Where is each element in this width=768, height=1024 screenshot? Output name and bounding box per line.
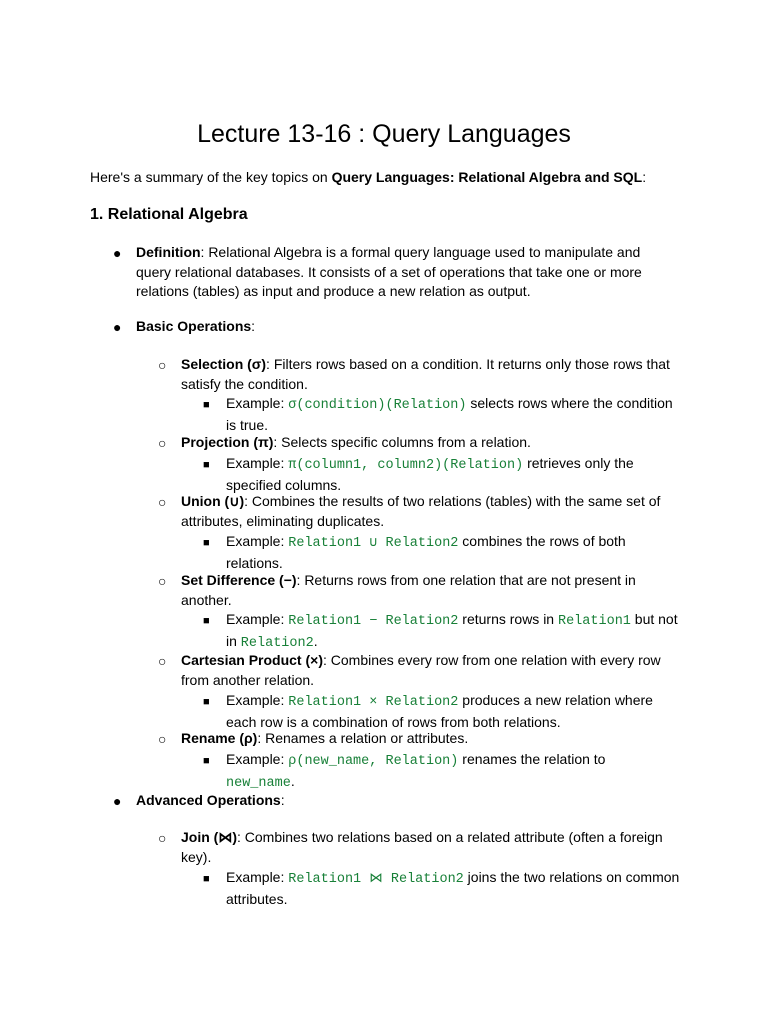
cartesian-example-code: Relation1 × Relation2 — [288, 695, 459, 710]
definition-text: : Relational Algebra is a formal query language used to manipulate and query relational databases. It consists of a set of operations that take one or more relations (tables) as input and produce a new relation as output. — [136, 244, 642, 299]
example-prefix: Example: — [226, 692, 289, 708]
join-example-code: Relation1 ⋈ Relation2 — [288, 872, 464, 887]
page-title: Lecture 13-16 : Query Languages — [197, 120, 571, 148]
basic-operations-label: Basic Operations — [136, 318, 252, 334]
set-difference-example — [226, 610, 686, 653]
bullet-level2: ○ — [158, 830, 167, 846]
join-label: Join (⋈) — [181, 829, 237, 845]
rename-example-code: ρ(new_name, Relation) — [288, 754, 459, 769]
bullet-level3: ■ — [203, 399, 210, 411]
join-text: : Combines two relations based on a related attribute (often a foreign key). — [181, 829, 663, 865]
example-mid2: but not in — [226, 611, 678, 649]
bullet-level3: ■ — [203, 537, 210, 549]
projection-label: Projection (π) — [181, 434, 274, 450]
intro-paragraph — [90, 167, 646, 187]
example-suffix: . — [313, 632, 318, 649]
rename-example — [226, 750, 626, 793]
bullet-level3: ■ — [203, 615, 210, 627]
advanced-operations-item — [136, 791, 676, 811]
union-example-code: Relation1 ∪ Relation2 — [288, 536, 459, 551]
union-text: : Combines the results of two relations (tables) with the same set of attributes, eliminating duplicates. — [181, 493, 661, 529]
bullet-level2: ○ — [158, 731, 167, 747]
rename-label: Rename (ρ) — [181, 730, 258, 746]
intro-prefix: Here's a summary of the key topics on — [90, 169, 332, 185]
set-difference-label: Set Difference (−) — [181, 572, 297, 588]
example-suffix: . — [290, 772, 295, 789]
example-suffix: joins the two relations on common attributes. — [226, 869, 680, 907]
rename-new-name-code: new_name — [226, 775, 291, 791]
bullet-level2: ○ — [158, 435, 167, 451]
bullet-level2: ○ — [158, 653, 167, 669]
rename-text: : Renames a relation or attributes. — [257, 730, 469, 746]
set-difference-relation1-code: Relation1 — [557, 614, 631, 629]
bullet-level2: ○ — [158, 494, 167, 510]
selection-item — [181, 355, 676, 394]
bullet-level3: ■ — [203, 696, 210, 708]
advanced-operations-suffix: : — [280, 792, 285, 808]
example-suffix: selects rows where the condition is true. — [226, 395, 673, 433]
basic-operations-suffix: : — [251, 318, 256, 334]
example-suffix: produces a new relation where each row is a combination of rows from both relations. — [226, 692, 653, 730]
example-prefix: Example: — [226, 751, 289, 767]
selection-example — [226, 394, 686, 435]
example-prefix: Example: — [226, 455, 289, 471]
definition-label: Definition — [136, 244, 201, 260]
projection-example — [226, 454, 686, 495]
section-heading: 1. Relational Algebra — [90, 206, 248, 223]
union-item — [181, 492, 676, 531]
bullet-level1: ● — [113, 319, 122, 335]
example-mid: returns rows in — [458, 611, 558, 627]
bullet-level3: ■ — [203, 755, 210, 767]
bullet-level2: ○ — [158, 357, 167, 373]
example-prefix: Example: — [226, 395, 289, 411]
projection-text: : Selects specific columns from a relation. — [273, 434, 531, 450]
set-difference-text: : Returns rows from one relation that are not present in another. — [181, 572, 636, 608]
projection-item — [181, 433, 676, 453]
example-suffix: retrieves only the specified columns. — [226, 455, 634, 493]
cartesian-item — [181, 651, 676, 690]
bullet-level1: ● — [113, 793, 122, 809]
set-difference-relation2-code: Relation2 — [240, 635, 314, 651]
bullet-level3: ■ — [203, 873, 210, 885]
union-label: Union (∪) — [181, 493, 245, 509]
example-suffix: combines the rows of both relations. — [226, 533, 626, 571]
example-prefix: Example: — [226, 611, 289, 627]
bullet-level2: ○ — [158, 573, 167, 589]
cartesian-text: : Combines every row from one relation with every row from another relation. — [181, 652, 661, 688]
intro-suffix: : — [642, 169, 647, 185]
example-prefix: Example: — [226, 533, 289, 549]
join-example — [226, 868, 686, 909]
advanced-operations-label: Advanced Operations — [136, 792, 281, 808]
intro-bold: Query Languages: Relational Algebra and SQL — [331, 169, 643, 185]
set-difference-example-code: Relation1 − Relation2 — [288, 614, 459, 629]
definition-item — [136, 243, 676, 302]
union-example — [226, 532, 686, 573]
selection-text: : Filters rows based on a condition. It returns only those rows that satisfy the condition. — [181, 356, 670, 392]
set-difference-item — [181, 571, 676, 610]
bullet-level1: ● — [113, 245, 122, 261]
cartesian-label: Cartesian Product (×) — [181, 652, 323, 668]
selection-example-code: σ(condition)(Relation) — [288, 398, 467, 413]
basic-operations-item — [136, 317, 676, 337]
projection-example-code: π(column1, column2)(Relation) — [288, 458, 524, 473]
example-prefix: Example: — [226, 869, 289, 885]
selection-label: Selection (σ) — [181, 356, 267, 372]
cartesian-example — [226, 691, 686, 732]
join-item — [181, 828, 676, 867]
rename-item — [181, 729, 676, 749]
bullet-level3: ■ — [203, 459, 210, 471]
example-mid: renames the relation to — [458, 751, 606, 767]
